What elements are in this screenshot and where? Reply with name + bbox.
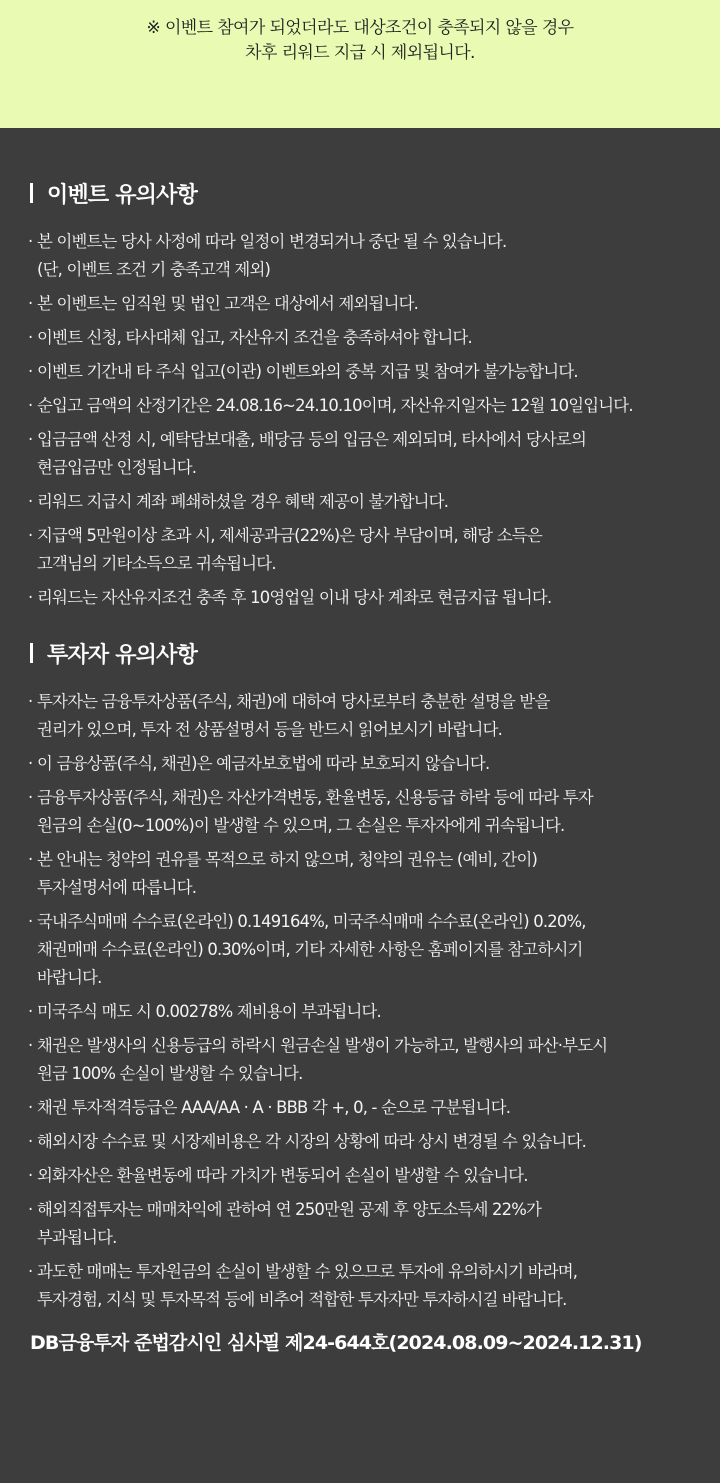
- list-item: · 이벤트 기간내 타 주식 입고(이관) 이벤트와의 중복 지급 및 참여가 불가능합니다.: [30, 358, 720, 386]
- banner-line-2: 차후 리워드 지급 시 제외됩니다.: [245, 43, 475, 63]
- list-item: · 순입고 금액의 산정기간은 24.08.16~24.10.10이며, 자산유지일자는 12월 10일입니다.: [30, 392, 720, 420]
- list-item: · 리워드 지급시 계좌 폐쇄하셨을 경우 혜택 제공이 불가합니다.: [30, 488, 720, 516]
- list-item: · 본 안내는 청약의 권유를 목적으로 하지 않으며, 청약의 권유는 (예비, 간이) 투자설명서에 따릅니다.: [30, 846, 720, 902]
- list-item: · 미국주식 매도 시 0.00278% 제비용이 부과됩니다.: [30, 998, 720, 1026]
- event-notice-heading: [30, 176, 720, 210]
- list-item: · 지급액 5만원이상 초과 시, 제세공과금(22%)은 당사 부담이며, 해당 소득은 고객님의 기타소득으로 귀속됩니다.: [30, 522, 720, 578]
- investor-notice-list: [30, 688, 720, 1314]
- list-item: · 입금금액 산정 시, 예탁담보대출, 배당금 등의 입금은 제외되며, 타사에서 당사로의 현금입금만 인정됩니다.: [30, 426, 720, 482]
- list-item: · 본 이벤트는 임직원 및 법인 고객은 대상에서 제외됩니다.: [30, 290, 720, 318]
- list-item: · 국내주식매매 수수료(온라인) 0.149164%, 미국주식매매 수수료(온라인) 0.20%, 채권매매 수수료(온라인) 0.30%이며, 기타 자세한 사항은 홈페이지를 참고하시기 바랍니다.: [30, 908, 720, 992]
- list-item: · 해외시장 수수료 및 시장제비용은 각 시장의 상황에 따라 상시 변경될 수 있습니다.: [30, 1128, 720, 1156]
- event-condition-banner: [0, 0, 720, 128]
- event-notice-list: [30, 228, 720, 612]
- list-item: · 채권 투자적격등급은 AAA/AA · A · BBB 각 +, 0, - 순으로 구분됩니다.: [30, 1094, 720, 1122]
- notice-content: [0, 128, 720, 1483]
- heading-bar: [30, 643, 33, 663]
- compliance-review-number: DB금융투자 준법감시인 심사필 제24-644호(2024.08.09~2024.12.31): [30, 1332, 642, 1354]
- list-item: · 과도한 매매는 투자원금의 손실이 발생할 수 있으므로 투자에 유의하시기 바라며, 투자경험, 지식 및 투자목적 등에 비추어 적합한 투자자만 투자하시길 바랍니다.: [30, 1258, 720, 1314]
- list-item: · 투자자는 금융투자상품(주식, 채권)에 대하여 당사로부터 충분한 설명을 받을 권리가 있으며, 투자 전 상품설명서 등을 반드시 읽어보시기 바랍니다.: [30, 688, 720, 744]
- investor-notice-title: 투자자 유의사항: [47, 642, 198, 668]
- list-item: · 해외직접투자는 매매차익에 관하여 연 250만원 공제 후 양도소득세 22%가 부과됩니다.: [30, 1196, 720, 1252]
- event-notice-title: 이벤트 유의사항: [47, 182, 198, 208]
- list-item: · 본 이벤트는 당사 사정에 따라 일정이 변경되거나 중단 될 수 있습니다. (단, 이벤트 조건 기 충족고객 제외): [30, 228, 720, 284]
- investor-notice-heading: [30, 636, 720, 670]
- list-item: · 외화자산은 환율변동에 따라 가치가 변동되어 손실이 발생할 수 있습니다.: [30, 1162, 720, 1190]
- banner-line-1: ※ 이벤트 참여가 되었더라도 대상조건이 충족되지 않을 경우: [146, 18, 574, 38]
- list-item: · 이벤트 신청, 타사대체 입고, 자산유지 조건을 충족하셔야 합니다.: [30, 324, 720, 352]
- list-item: · 리워드는 자산유지조건 충족 후 10영업일 이내 당사 계좌로 현금지급 됩니다.: [30, 584, 720, 612]
- list-item: · 이 금융상품(주식, 채권)은 예금자보호법에 따라 보호되지 않습니다.: [30, 750, 720, 778]
- list-item: · 채권은 발생사의 신용등급의 하락시 원금손실 발생이 가능하고, 발행사의 파산·부도시 원금 100% 손실이 발생할 수 있습니다.: [30, 1032, 720, 1088]
- list-item: · 금융투자상품(주식, 채권)은 자산가격변동, 환율변동, 신용등급 하락 등에 따라 투자 원금의 손실(0~100%)이 발생할 수 있으며, 그 손실은 투자자에게 귀속됩니다.: [30, 784, 720, 840]
- heading-bar: [30, 183, 33, 203]
